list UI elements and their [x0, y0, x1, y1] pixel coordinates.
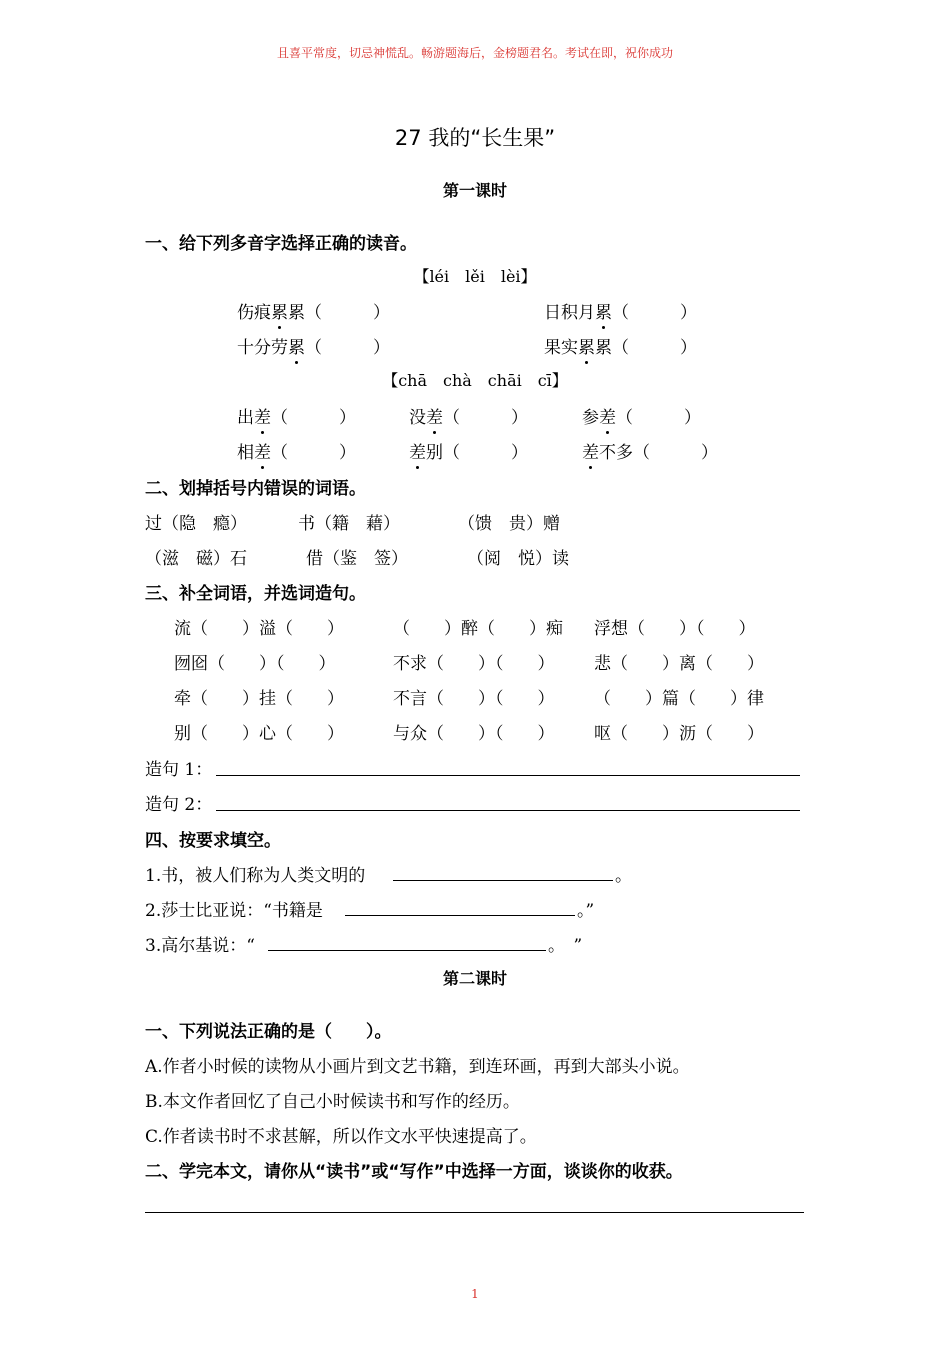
word-choice: （滋 磁）石 — [145, 549, 247, 569]
fill-item-3-blank[interactable] — [268, 950, 546, 951]
idiom-blank: 不求（ ）（ ） — [393, 654, 555, 674]
fill-item-2-blank[interactable] — [345, 915, 575, 916]
lei-item: 果实累累（ ） — [544, 333, 697, 358]
idiom-blank: 悲（ ）离（ ） — [594, 654, 764, 674]
lesson2-label: 第二课时 — [442, 969, 507, 988]
l2-q2-heading: 二、学完本文，请你从“读书”或“写作”中选择一方面，谈谈你的收获。 — [145, 1162, 683, 1182]
word-choice: 过（隐 瘾） — [145, 514, 247, 534]
page-number: 1 — [471, 1287, 479, 1301]
l1-q4-heading: 四、按要求填空。 — [145, 831, 281, 851]
idiom-blank: 与众（ ）（ ） — [393, 724, 555, 744]
pinyin-cha: 【chā chà chāi cī】 — [382, 371, 568, 390]
sentence2-label: 造句 2： — [145, 795, 213, 815]
l2-q2-answer-line[interactable] — [145, 1212, 804, 1213]
fill-item-3: 3.高尔基说：“ — [145, 936, 255, 956]
pinyin-lei: 【léi lěi lèi】 — [413, 267, 537, 286]
idiom-blank: （ ）篇（ ）律 — [594, 689, 764, 709]
option-c: C.作者读书时不求甚解，所以作文水平快速提高了。 — [145, 1127, 537, 1147]
cha-item: 差别（ ） — [409, 438, 528, 463]
fill-item-1-end: 。 — [615, 866, 632, 886]
lei-item: 伤痕累累（ ） — [237, 298, 390, 323]
idiom-blank: 浮想（ ）（ ） — [594, 619, 756, 639]
cha-item: 差不多（ ） — [582, 438, 718, 463]
l1-q3-heading: 三、补全词语，并选词造句。 — [145, 584, 366, 604]
idiom-blank: 不言（ ）（ ） — [393, 689, 555, 709]
option-a: A.作者小时候的读物从小画片到文艺书籍，到连环画，再到大部头小说。 — [145, 1057, 690, 1077]
idiom-blank: 流（ ）溢（ ） — [174, 619, 344, 639]
idiom-blank: 囫囵（ ）（ ） — [174, 654, 336, 674]
header-motto: 且喜平常度，切忌神慌乱。畅游题海后，金榜题君名。考试在即，祝你成功 — [276, 46, 673, 60]
cha-item: 没差（ ） — [409, 403, 528, 428]
lei-item: 日积月累（ ） — [544, 298, 697, 323]
idiom-blank: 牵（ ）挂（ ） — [174, 689, 344, 709]
l1-q2-heading: 二、划掉括号内错误的词语。 — [145, 479, 366, 499]
fill-item-1: 1.书，被人们称为人类文明的 — [145, 866, 366, 886]
fill-item-3-end: 。 ” — [548, 936, 583, 956]
idiom-blank: 呕（ ）沥（ ） — [594, 724, 764, 744]
page-title: 27 我的“长生果” — [394, 126, 556, 150]
lei-item: 十分劳累（ ） — [237, 333, 390, 358]
fill-item-2: 2.莎士比亚说：“书籍是 — [145, 901, 323, 921]
option-b: B.本文作者回忆了自己小时候读书和写作的经历。 — [145, 1092, 520, 1112]
fill-item-2-end: 。” — [577, 901, 595, 921]
word-choice: 书（籍 藉） — [298, 514, 400, 534]
cha-item: 相差（ ） — [237, 438, 356, 463]
word-choice: （馈 贵）赠 — [458, 514, 560, 534]
sentence2-answer-line[interactable] — [216, 810, 800, 811]
lesson1-label: 第一课时 — [442, 181, 507, 200]
sentence1-answer-line[interactable] — [216, 775, 800, 776]
sentence1-label: 造句 1： — [145, 760, 213, 780]
l1-q1-heading: 一、给下列多音字选择正确的读音。 — [145, 234, 417, 254]
cha-item: 参差（ ） — [582, 403, 701, 428]
idiom-blank: （ ）醉（ ）痴 — [393, 619, 563, 639]
word-choice: 借（鉴 签） — [306, 549, 408, 569]
cha-item: 出差（ ） — [237, 403, 356, 428]
l2-q1-heading: 一、下列说法正确的是（ ）。 — [145, 1022, 392, 1042]
fill-item-1-blank[interactable] — [393, 880, 613, 881]
idiom-blank: 别（ ）心（ ） — [174, 724, 344, 744]
word-choice: （阅 悦）读 — [467, 549, 569, 569]
